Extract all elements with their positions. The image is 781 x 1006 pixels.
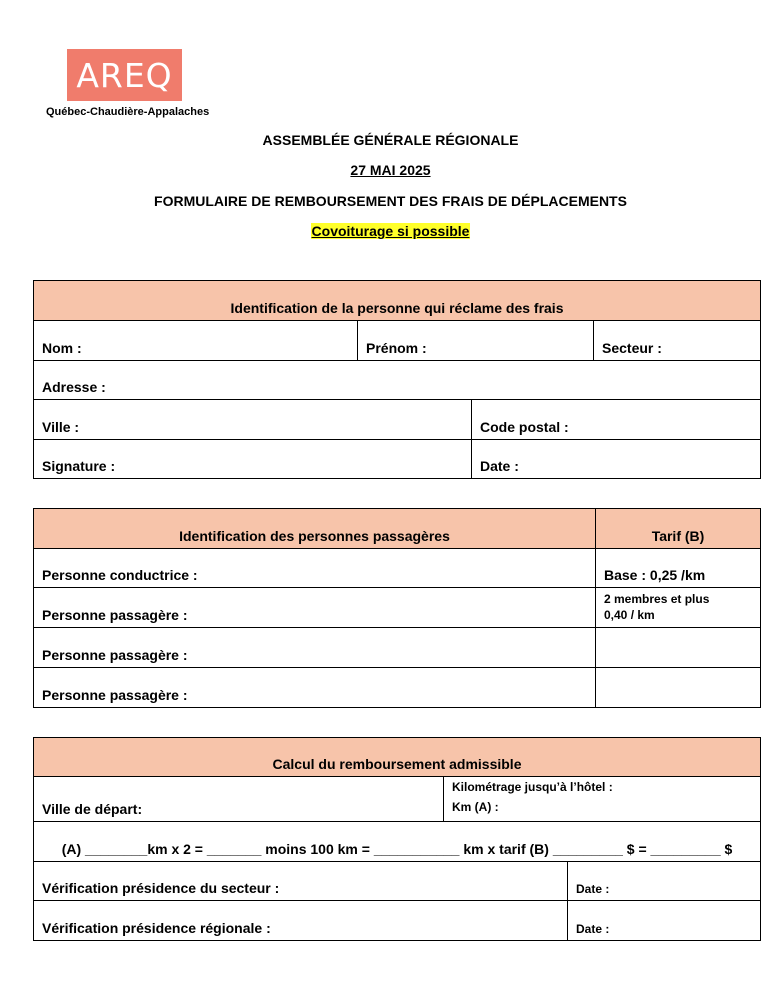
- calculation-table: [33, 737, 761, 941]
- km-hotel-field[interactable]: [444, 777, 761, 822]
- carpool-note: [0, 223, 781, 239]
- tarif-heading: Tarif (B): [596, 509, 761, 549]
- calculation-heading: Calcul du remboursement admissible: [34, 738, 761, 777]
- date-field[interactable]: Date :: [472, 440, 761, 479]
- nom-field[interactable]: Nom :: [34, 321, 358, 361]
- passagere-field-3[interactable]: Personne passagère :: [34, 668, 596, 708]
- areq-logo: [67, 49, 182, 101]
- passengers-table: [33, 508, 761, 708]
- tarif-empty-2: [596, 668, 761, 708]
- passengers-heading: Identification des personnes passagères: [34, 509, 596, 549]
- km-hotel-label: Kilométrage jusqu’à l’hôtel :: [452, 780, 613, 794]
- logo-subtitle: Québec-Chaudière-Appalaches: [46, 106, 210, 118]
- claimant-table: [33, 280, 761, 479]
- logo-text: AREQ: [76, 55, 173, 95]
- passagere-field-2[interactable]: Personne passagère :: [34, 628, 596, 668]
- km-a-label: Km (A) :: [452, 800, 499, 814]
- event-date: [0, 162, 781, 178]
- code-postal-field[interactable]: Code postal :: [472, 400, 761, 440]
- tarif-membres-line2: 0,40 / km: [604, 608, 655, 622]
- page-title: ASSEMBLÉE GÉNÉRALE RÉGIONALE: [262, 132, 519, 148]
- tarif-membres-line1: 2 membres et plus: [604, 592, 710, 606]
- verif-secteur-date[interactable]: Date :: [568, 862, 761, 901]
- signature-field[interactable]: Signature :: [34, 440, 472, 479]
- ville-depart-field[interactable]: Ville de départ:: [34, 777, 444, 822]
- claimant-heading: Identification de la personne qui réclame des frais: [34, 281, 761, 321]
- tarif-empty-1: [596, 628, 761, 668]
- conductrice-field[interactable]: Personne conductrice :: [34, 549, 596, 588]
- verif-regionale-date[interactable]: Date :: [568, 901, 761, 941]
- prenom-field[interactable]: Prénom :: [358, 321, 594, 361]
- formula-row[interactable]: (A) ________km x 2 = _______ moins 100 km = ___________ km x tarif (B) _________ $ = _________ $: [34, 822, 761, 862]
- passagere-field-1[interactable]: Personne passagère :: [34, 588, 596, 628]
- ville-field[interactable]: Ville :: [34, 400, 472, 440]
- adresse-field[interactable]: Adresse :: [34, 361, 761, 400]
- verif-secteur-field[interactable]: Vérification présidence du secteur :: [34, 862, 568, 901]
- tarif-membres: [596, 588, 761, 628]
- tarif-base: Base : 0,25 /km: [596, 549, 761, 588]
- verif-regionale-field[interactable]: Vérification présidence régionale :: [34, 901, 568, 941]
- form-title: FORMULAIRE DE REMBOURSEMENT DES FRAIS DE DÉPLACEMENTS: [154, 193, 627, 209]
- secteur-field[interactable]: Secteur :: [594, 321, 761, 361]
- event-date-text: 27 MAI 2025: [350, 162, 431, 178]
- carpool-note-text: Covoiturage si possible: [311, 223, 470, 239]
